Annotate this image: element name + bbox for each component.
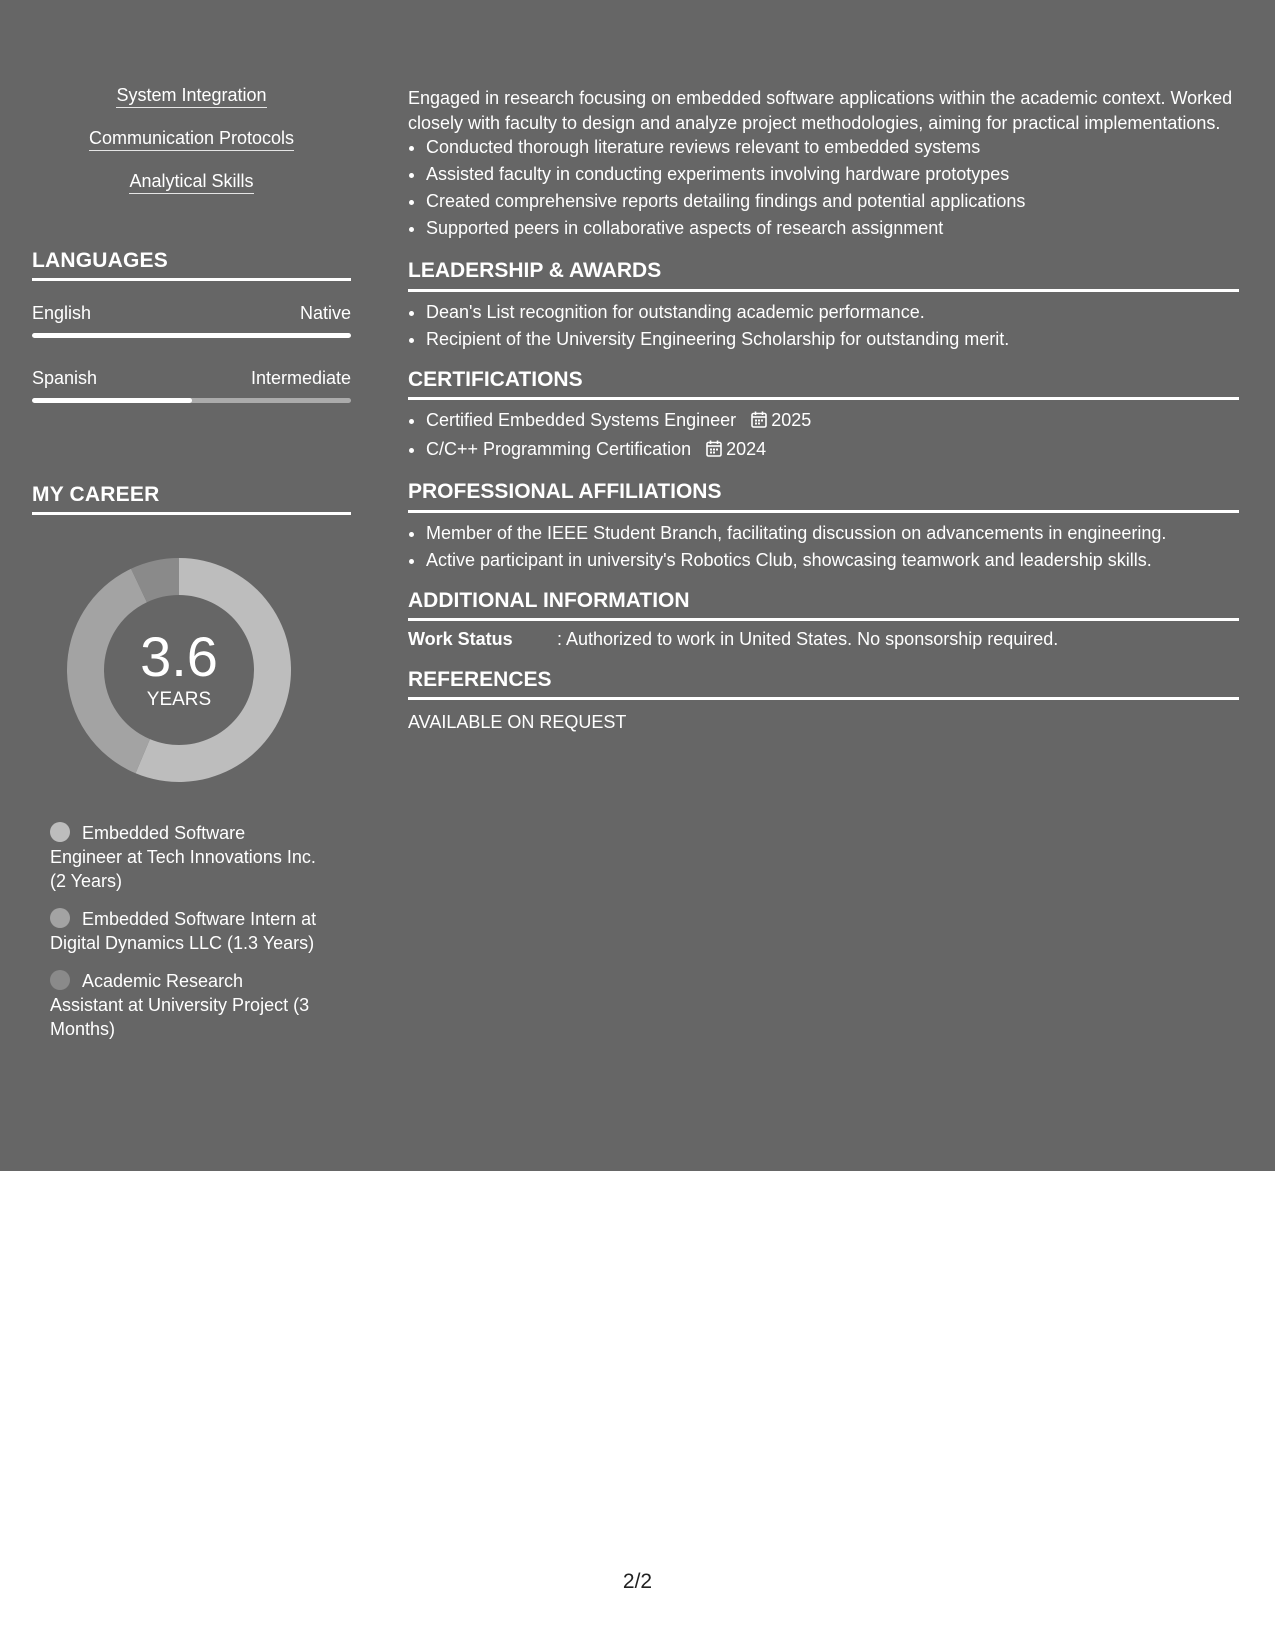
language-level: Native [299,303,351,323]
references-text: AVAILABLE ON REQUEST [408,712,627,732]
language-name: English [32,303,92,323]
legend-item [50,969,320,1041]
leadership-heading: LEADERSHIP & AWARDS [408,259,1239,292]
language-bar [32,398,351,403]
affiliations-section [408,480,1239,573]
research-section [408,86,1239,241]
career-section [32,483,351,1041]
career-legend [50,821,320,1041]
career-donut-chart [64,555,294,785]
work-status-value: : Authorized to work in United States. No sponsorship required. [557,629,1059,649]
donut-center [64,555,294,785]
skill-link[interactable]: System Integration [116,84,266,108]
certification-year: 2024 [726,439,767,459]
career-heading: MY CAREER [32,483,351,515]
certification-year: 2025 [771,410,812,430]
language-item [32,303,351,338]
skill-link[interactable]: Analytical Skills [129,170,253,194]
references-heading: REFERENCES [408,668,1239,701]
leadership-bullets [408,300,1239,352]
legend-label: Embedded Software Engineer at Tech Innovations Inc. (2 Years) [50,823,316,891]
legend-item [50,821,320,893]
list-item: • Created comprehensive reports detailing findings and potential applications [426,189,1239,214]
leadership-section [408,259,1239,352]
affiliations-bullets [408,521,1239,573]
legend-dot [50,970,70,990]
language-level: Intermediate [250,368,351,388]
language-item [32,368,351,403]
language-bar-fill [32,398,192,403]
research-bullets [408,135,1239,241]
legend-label: Embedded Software Intern at Digital Dynamics LLC (1.3 Years) [50,909,317,953]
affiliations-heading: PROFESSIONAL AFFILIATIONS [408,480,1239,513]
language-bar-fill [32,333,351,338]
references-section [408,668,1239,735]
additional-heading: ADDITIONAL INFORMATION [408,589,1239,622]
languages-section [32,249,351,403]
calendar-icon [751,410,767,435]
certifications-section [408,368,1239,465]
page-number: 2/2 [622,1570,653,1593]
work-status-label: Work Status [408,629,513,649]
career-total-unit: YEARS [146,689,212,710]
language-bar [32,333,351,338]
list-item: • Supported peers in collaborative aspects of research assignment [426,216,1239,241]
certifications-heading: CERTIFICATIONS [408,368,1239,401]
list-item: • Recipient of the University Engineering Scholarship for outstanding merit. [426,327,1239,352]
skills-list [32,84,351,213]
calendar-icon [706,439,722,464]
languages-heading: LANGUAGES [32,249,351,281]
research-intro: Engaged in research focusing on embedded software applications within the academic context. Worked closely with faculty to design and analyze project methodologies, aiming for practical implementations. [408,88,1233,133]
list-item: • Active participant in university's Robotics Club, showcasing teamwork and leadership skills. [426,548,1239,573]
list-item: • Assisted faculty in conducting experiments involving hardware prototypes [426,162,1239,187]
legend-dot [50,908,70,928]
work-status-row [408,627,1239,652]
legend-label: Academic Research Assistant at University Project (3 Months) [50,971,310,1039]
language-name: Spanish [32,368,98,388]
left-column [32,84,351,1055]
skill-link[interactable]: Communication Protocols [89,127,294,151]
list-item: • Conducted thorough literature reviews relevant to embedded systems [426,135,1239,160]
certification-name: Certified Embedded Systems Engineer [426,410,737,430]
right-column [408,86,1239,735]
legend-item [50,907,320,955]
legend-dot [50,822,70,842]
list-item: • Member of the IEEE Student Branch, facilitating discussion on advancements in engineering. [426,521,1239,546]
certification-item [426,408,1239,435]
certification-name: C/C++ Programming Certification [426,439,692,459]
certification-item [426,437,1239,464]
list-item: • Dean's List recognition for outstanding academic performance. [426,300,1239,325]
career-total-years: 3.6 [140,625,218,688]
certifications-list [408,408,1239,464]
additional-section [408,589,1239,652]
